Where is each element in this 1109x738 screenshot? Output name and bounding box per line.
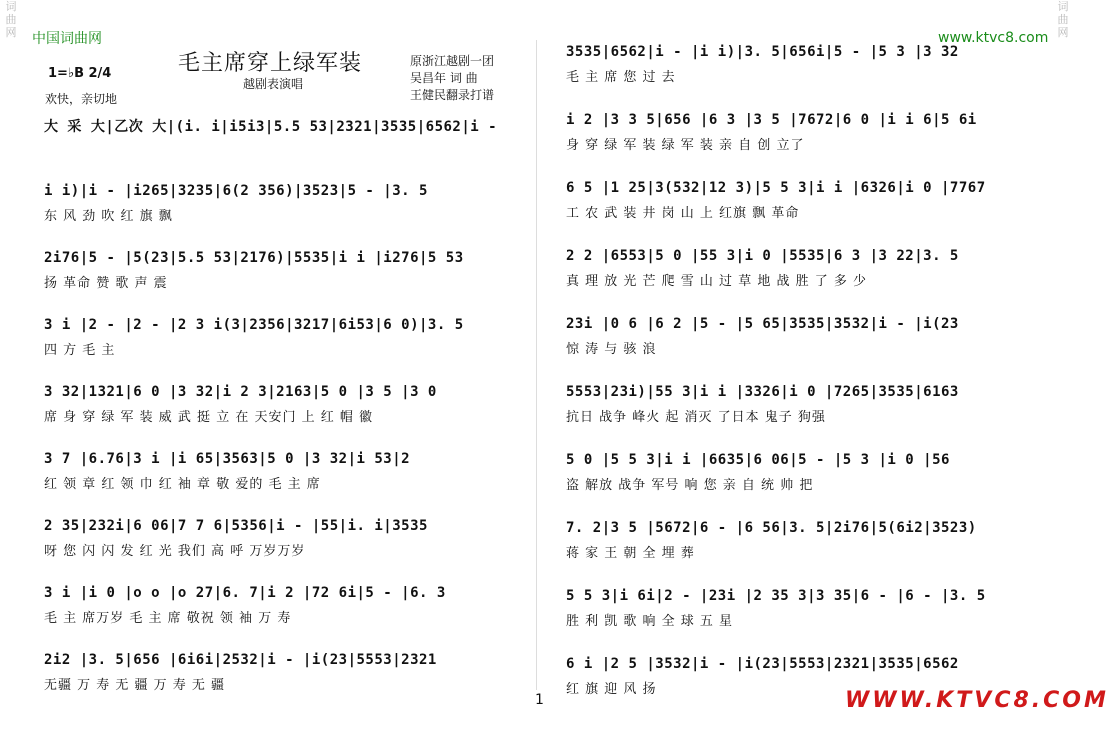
lyric-line: 盗 解放 战争 军号 响 您 亲 自 统 帅 把 [566,478,814,493]
credits [410,53,494,104]
notation-line: 6 5 |1 25|3(532|12 3)|5 5 3|i i |6326|i 0 |7767 [566,180,986,196]
side-mark-text: 词曲网 [5,0,17,39]
credit-line: 原浙江越剧一团 [410,54,495,68]
notation-line: 2 2 |6553|5 0 |55 3|i 0 |5535|6 3 |3 22|3. 5 [566,248,959,264]
tempo-marking: 欢快，亲切地 [45,92,118,106]
lyric-line: 胜 利 凯 歌 响 全 球 五 星 [566,614,734,629]
lyric-line: 身 穿 绿 军 装 绿 军 装 亲 自 创 立了 [566,138,805,153]
notation-line: 2 35|232i|6 06|7 7 6|5356|i - |55|i. i|3535 [44,518,428,534]
lyric-line: 呀 您 闪 闪 发 红 光 我们 高 呼 万岁万岁 [44,544,306,559]
notation-line: i i)|i - |i265|3235|6(2 356)|3523|5 - |3. 5 [44,183,428,199]
song-title: 毛主席穿上绿军装 [178,51,363,76]
lyric-line: 红 旗 迎 风 扬 [566,682,657,697]
footer-logo [845,688,1109,713]
key-signature: 1=♭B 2/4 [48,66,112,81]
notation-line: 3 i |i 0 |o o |o 27|6. 7|i 2 |72 6i|5 - |6. 3 [44,585,446,601]
notation-line: 3 i |2 - |2 - |2 3 i(3|2356|3217|6i53|6 0)|3. 5 [44,317,464,333]
left-side-watermark [2,0,20,738]
notation-line: 2i2 |3. 5|656 |6i6i|2532|i - |i(23|5553|2321 [44,652,437,668]
lyric-line: 扬 革命 赞 歌 声 震 [44,276,168,291]
song-subtitle: 越剧表演唱 [243,77,304,91]
side-mark-text: 词曲网 [1057,0,1069,39]
column-divider [536,40,537,690]
notation-line: 3 32|1321|6 0 |3 32|i 2 3|2163|5 0 |3 5 |3 0 [44,384,437,400]
lyric-line: 红 领 章 红 领 巾 红 袖 章 敬 爱的 毛 主 席 [44,477,321,492]
credit-line: 王健民翻录打谱 [410,88,495,102]
lyric-line: 毛 主 席 您 过 去 [566,70,676,85]
lyric-line: 惊 涛 与 骇 浪 [566,342,657,357]
lyric-line: 抗日 战争 峰火 起 消灭 了日本 鬼子 狗强 [566,410,826,425]
right-side-watermark [1054,0,1072,738]
lyric-line: 真 理 放 光 芒 爬 雪 山 过 草 地 战 胜 了 多 少 [566,274,867,289]
notation-line: 2i76|5 - |5(23|5.5 53|2176)|5535|i i |i276|5 53 [44,250,464,266]
notation-line: 5553|23i)|55 3|i i |3326|i 0 |7265|3535|6163 [566,384,959,400]
credit-line: 吴昌年 词 曲 [410,71,478,85]
notation-line: 5 0 |5 5 3|i i |6635|6 06|5 - |5 3 |i 0 |56 [566,452,950,468]
lyric-line: 工 农 武 装 井 岗 山 上 红旗 飘 革命 [566,206,800,221]
notation-line: 5 5 3|i 6i|2 - |23i |2 35 3|3 35|6 - |6 - |3. 5 [566,588,986,604]
notation-line: 3535|6562|i - |i i)|3. 5|656i|5 - |5 3 |3 32 [566,44,959,60]
notation-line: 7. 2|3 5 |5672|6 - |6 56|3. 5|2i76|5(6i2|3523) [566,520,977,536]
notation-line: 大 采 大|乙次 大|(i. i|i5i3|5.5 53|2321|3535|6562|i - [44,119,498,135]
notation-line: 23i |0 6 |6 2 |5 - |5 65|3535|3532|i - |i(23 [566,316,959,332]
lyric-line: 东 风 劲 吹 红 旗 飘 [44,209,173,224]
lyric-line: 毛 主 席万岁 毛 主 席 敬祝 领 袖 万 寿 [44,611,292,626]
site-url[interactable]: www.ktvc8.com [938,30,1049,46]
lyric-line: 席 身 穿 绿 军 装 威 武 挺 立 在 天安门 上 红 帽 徽 [44,410,373,425]
notation-line: i 2 |3 3 5|656 |6 3 |3 5 |7672|6 0 |i i 6|5 6i [566,112,977,128]
lyric-line: 四 方 毛 主 [44,343,116,358]
page-number: 1 [535,692,544,708]
site-name: 中国词曲网 [32,31,102,47]
notation-line: 6 i |2 5 |3532|i - |i(23|5553|2321|3535|6562 [566,656,959,672]
notation-line: 3 7 |6.76|3 i |i 65|3563|5 0 |3 32|i 53|2 [44,451,411,467]
footer-logo-text: WWW.KTVC8.COM [845,688,1109,713]
lyric-line: 无疆 万 寿 无 疆 万 寿 无 疆 [44,678,226,693]
lyric-line: 蒋 家 王 朝 全 埋 葬 [566,546,695,561]
